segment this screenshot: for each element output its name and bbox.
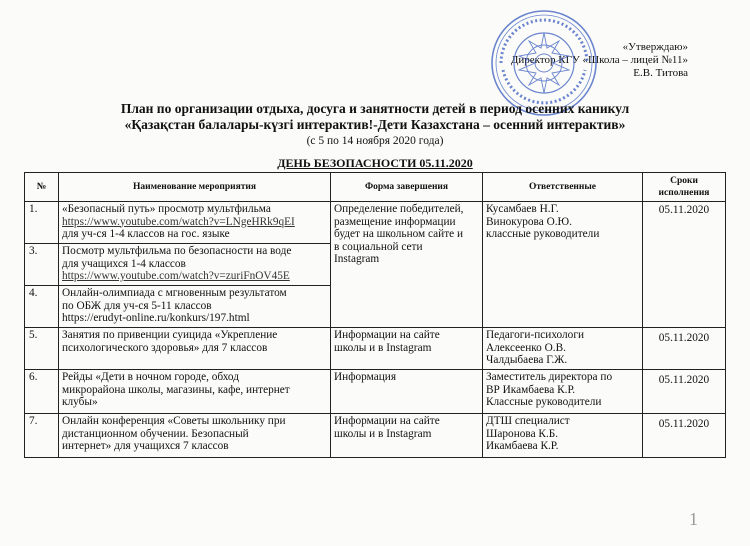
row-num: 1. (25, 202, 59, 244)
responsible-line: Кусамбаев Н.Г. (486, 203, 559, 215)
page-number-mark: 1 (689, 509, 698, 529)
row-name-line: Рейды «Дети в ночном городе, обход (62, 371, 239, 383)
plan-dates: (с 5 по 14 ноября 2020 года) (306, 135, 444, 147)
row-name (59, 244, 331, 286)
row-name-line: для учащихся 1-4 классов (62, 257, 186, 270)
form-line: будет на школьном сайте и (334, 228, 464, 240)
responsible-line: Педагоги-психологи (486, 329, 585, 341)
plan-title: План по организации отдыха, досуга и занятности детей в период осенних каникул (120, 101, 630, 116)
row-name (59, 414, 331, 458)
row-name-line: интернет» для учащихся 7 классов (62, 440, 229, 452)
form-line: Определение победителей, (334, 203, 464, 215)
table-row (25, 370, 726, 414)
plan-subtitle: «Қазақстан балалары-күзгі интерактив!-Дети Казахстана – осенний интерактив» (124, 117, 626, 132)
row-name-line: микрорайона школы, магазины, кафе, интернет (62, 383, 290, 396)
row-date: 05.11.2020 (643, 414, 726, 458)
events-table (24, 172, 726, 458)
header-date (643, 173, 726, 202)
responsible-line: Заместитель директора по (486, 371, 613, 383)
row-responsible (483, 328, 643, 370)
header-date-line-1: Сроки (670, 175, 698, 186)
row-name-line: Онлайн-олимпиада с мгновенным результатом (62, 287, 287, 299)
row-name-line: Онлайн конференция «Советы школьнику при (62, 415, 286, 427)
row-name-line: для уч-ся 1-4 классов на гос. языке (62, 228, 230, 240)
video-link[interactable]: https://www.youtube.com/watch?v=zuriFnOV45E (62, 270, 290, 282)
day-heading: ДЕНЬ БЕЗОПАСНОСТИ 05.11.2020 (277, 156, 473, 170)
row-responsible (483, 414, 643, 458)
row-responsible (483, 370, 643, 414)
responsible-line: ДТШ специалист (486, 415, 570, 427)
table-row (25, 414, 726, 458)
row-name (59, 370, 331, 414)
form-line: Instagram (334, 253, 380, 265)
header-date-line-2: исполнения (658, 188, 710, 198)
form-line: Информация (334, 371, 397, 383)
row-form (331, 414, 483, 458)
row-date: 05.11.2020 (643, 328, 726, 370)
row-num: 4. (25, 286, 59, 328)
approval-line-1: «Утверждаю» (622, 41, 688, 53)
merged-form-cell (331, 202, 483, 328)
row-name-line: Посмотр мультфильма по безопасности на воде (62, 245, 292, 257)
row-name (59, 202, 331, 244)
responsible-line: Шаронова К.Б. (486, 427, 559, 440)
responsible-line: Винокурова О.Ю. (486, 215, 572, 228)
row-num: 5. (25, 328, 59, 370)
header-name: Наименование мероприятия (59, 173, 331, 202)
row-num: 3. (25, 244, 59, 286)
approval-line-3: Е.В. Титова (633, 67, 688, 79)
row-date: 05.11.2020 (643, 370, 726, 414)
table-header-row (25, 173, 726, 202)
table-row (25, 328, 726, 370)
row-num: 6. (25, 370, 59, 414)
table-row (25, 202, 726, 244)
row-name-line: психологического здоровья» для 7 классов (62, 341, 268, 354)
responsible-line: Чалдыбаева Г.Ж. (486, 354, 568, 366)
row-form (331, 328, 483, 370)
row-name (59, 286, 331, 328)
merged-responsible-cell (483, 202, 643, 328)
responsible-line: Икамбаева К.Р. (486, 440, 559, 452)
row-name-line: «Безопасный путь» просмотр мультфильма (62, 203, 271, 215)
form-line: Информации на сайте (334, 329, 440, 341)
responsible-line: Классные руководители (486, 396, 602, 408)
form-line: школы и в Instagram (334, 427, 432, 440)
header-form: Форма завершения (331, 173, 483, 202)
row-name-line: по ОБЖ для уч-ся 5-11 классов (62, 299, 212, 312)
responsible-line: классные руководители (486, 228, 600, 240)
responsible-line: Алексеенко О.В. (486, 341, 566, 354)
row-name-line: Занятия по привенции суицида «Укрепление (62, 329, 278, 341)
responsible-line: ВР Икамбаева К.Р. (486, 383, 576, 396)
approval-line-2: Директор КГУ «Школа – лицей №11» (510, 54, 688, 66)
form-line: Информации на сайте (334, 415, 440, 427)
header-responsible: Ответственные (483, 173, 643, 202)
olympiad-link[interactable]: https://erudyt-online.ru/konkurs/197.html (62, 312, 250, 324)
row-form (331, 370, 483, 414)
row-date: 05.11.2020 (643, 202, 726, 328)
form-line: школы и в Instagram (334, 341, 432, 354)
row-name (59, 328, 331, 370)
header-num: № (25, 173, 59, 202)
form-line: в социальной сети (334, 240, 423, 253)
row-name-line: клубы» (62, 396, 98, 408)
row-name-line: дистанционном обучении. Безопасный (62, 427, 249, 440)
row-num: 7. (25, 414, 59, 458)
video-link[interactable]: https://www.youtube.com/watch?v=LNgeHRk9qEI (62, 215, 295, 228)
form-line: размещение информации (334, 215, 456, 228)
